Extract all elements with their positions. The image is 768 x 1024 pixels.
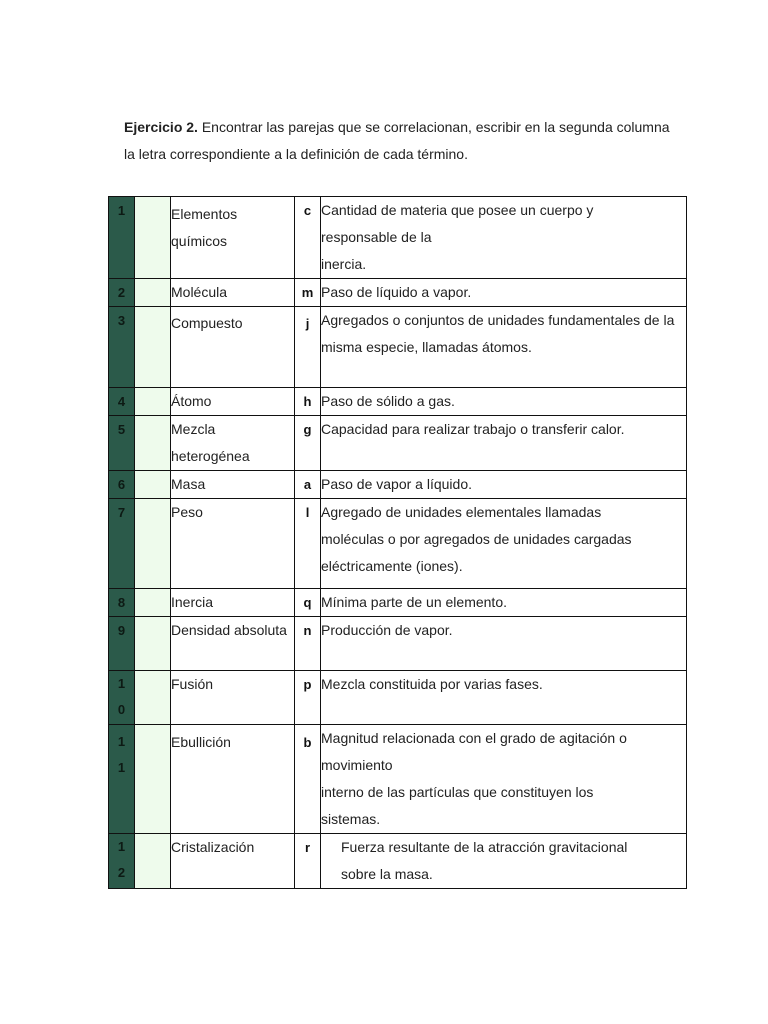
row-number: 1 bbox=[117, 203, 126, 218]
row-number-cell bbox=[109, 388, 135, 416]
definition-line: Paso de líquido a vapor. bbox=[321, 284, 472, 300]
definition-cell bbox=[321, 279, 687, 307]
letter-text: p bbox=[303, 677, 312, 692]
table-row bbox=[109, 725, 687, 834]
letter-cell bbox=[295, 388, 321, 416]
table-row bbox=[109, 388, 687, 416]
table-row bbox=[109, 617, 687, 671]
term-text: Peso bbox=[171, 504, 203, 520]
term-text: Fusión bbox=[171, 676, 214, 692]
term-text: Masa bbox=[171, 476, 206, 492]
term-text: Densidad absoluta bbox=[171, 622, 287, 638]
letter-text: j bbox=[305, 316, 310, 331]
row-number-cell bbox=[109, 834, 135, 889]
letter-text: n bbox=[303, 623, 312, 638]
definition-line: Magnitud relacionada con el grado de agitación o bbox=[321, 730, 627, 746]
definition-cell bbox=[321, 834, 687, 889]
term-text: Mezcla heterogénea bbox=[171, 421, 250, 464]
row-number-cell bbox=[109, 471, 135, 499]
term-text: Compuesto bbox=[171, 315, 243, 331]
definition-line: misma especie, llamadas átomos. bbox=[321, 339, 532, 355]
row-number-cell bbox=[109, 499, 135, 589]
definition-cell bbox=[321, 725, 687, 834]
definition-line: Capacidad para realizar trabajo o transferir calor. bbox=[321, 421, 625, 437]
term-cell bbox=[171, 617, 295, 671]
letter-text: b bbox=[303, 735, 312, 750]
table-row bbox=[109, 589, 687, 617]
term-text: Inercia bbox=[171, 594, 214, 610]
definition-line: responsable de la bbox=[321, 229, 432, 245]
letter-text: q bbox=[303, 595, 312, 610]
table-row bbox=[109, 471, 687, 499]
table-row bbox=[109, 834, 687, 889]
table-row bbox=[109, 279, 687, 307]
table-row bbox=[109, 307, 687, 388]
row-number-cell bbox=[109, 725, 135, 834]
term-text: Ebullición bbox=[171, 734, 231, 750]
term-text: Átomo bbox=[171, 393, 212, 409]
exercise-title: Ejercicio 2. bbox=[124, 119, 198, 135]
letter-cell bbox=[295, 617, 321, 671]
letter-cell bbox=[295, 589, 321, 617]
term-cell bbox=[171, 725, 295, 834]
term-cell bbox=[171, 834, 295, 889]
row-number-cell bbox=[109, 617, 135, 671]
row-number-cell bbox=[109, 671, 135, 725]
term-cell bbox=[171, 589, 295, 617]
term-cell bbox=[171, 388, 295, 416]
letter-text: g bbox=[303, 422, 312, 437]
answer-cell[interactable] bbox=[135, 279, 171, 307]
definition-line: sobre la masa. bbox=[341, 866, 433, 882]
row-number: 9 bbox=[117, 623, 126, 638]
row-number-cell bbox=[109, 416, 135, 471]
row-number: 8 bbox=[117, 595, 126, 610]
answer-cell[interactable] bbox=[135, 589, 171, 617]
letter-cell bbox=[295, 471, 321, 499]
term-cell bbox=[171, 279, 295, 307]
definition-cell bbox=[321, 388, 687, 416]
definition-line: interno de las partículas que constituyen los bbox=[321, 784, 594, 800]
row-number: 4 bbox=[117, 394, 126, 409]
answer-cell[interactable] bbox=[135, 834, 171, 889]
row-number: 7 bbox=[117, 505, 126, 520]
definition-line: moléculas o por agregados de unidades cargadas bbox=[321, 531, 632, 547]
letter-cell bbox=[295, 671, 321, 725]
term-cell bbox=[171, 499, 295, 589]
term-cell bbox=[171, 197, 295, 279]
definition-cell bbox=[321, 471, 687, 499]
answer-cell[interactable] bbox=[135, 725, 171, 834]
term-text: Elementos químicos bbox=[171, 206, 238, 249]
letter-cell bbox=[295, 725, 321, 834]
letter-text: c bbox=[303, 203, 312, 218]
row-number: 5 bbox=[117, 422, 126, 437]
definition-line: inercia. bbox=[321, 256, 367, 272]
answer-cell[interactable] bbox=[135, 499, 171, 589]
letter-cell bbox=[295, 499, 321, 589]
answer-cell[interactable] bbox=[135, 671, 171, 725]
definition-line: Agregados o conjuntos de unidades fundamentales de la bbox=[321, 312, 675, 328]
table-row bbox=[109, 197, 687, 279]
definition-cell bbox=[321, 197, 687, 279]
letter-text: m bbox=[301, 285, 314, 300]
term-text: Molécula bbox=[171, 284, 228, 300]
definition-cell bbox=[321, 589, 687, 617]
letter-cell bbox=[295, 834, 321, 889]
term-text: Cristalización bbox=[171, 839, 255, 855]
answer-cell[interactable] bbox=[135, 471, 171, 499]
definition-cell bbox=[321, 499, 687, 589]
answer-cell[interactable] bbox=[135, 617, 171, 671]
definition-line: Paso de sólido a gas. bbox=[321, 393, 455, 409]
term-cell bbox=[171, 416, 295, 471]
definition-cell bbox=[321, 416, 687, 471]
definition-line: Agregado de unidades elementales llamadas bbox=[321, 504, 602, 520]
letter-text: l bbox=[305, 505, 310, 520]
definition-line: Cantidad de materia que posee un cuerpo y bbox=[321, 202, 594, 218]
row-number: 2 bbox=[117, 285, 126, 300]
row-number-cell bbox=[109, 279, 135, 307]
letter-text: r bbox=[304, 840, 311, 855]
definition-cell bbox=[321, 307, 687, 388]
term-cell bbox=[171, 307, 295, 388]
exercise-text: Encontrar las parejas que se correlacionan, escribir en la segunda columna la letra correspondiente a la definición de cada término. bbox=[124, 119, 670, 162]
row-number: 3 bbox=[117, 313, 126, 328]
definition-line: eléctricamente (iones). bbox=[321, 558, 463, 574]
definition-cell bbox=[321, 671, 687, 725]
letter-cell bbox=[295, 416, 321, 471]
letter-cell bbox=[295, 279, 321, 307]
term-cell bbox=[171, 671, 295, 725]
definition-line: Fuerza resultante de la atracción gravitacional bbox=[341, 839, 628, 855]
letter-cell bbox=[295, 197, 321, 279]
row-number-cell bbox=[109, 589, 135, 617]
definition-cell bbox=[321, 617, 687, 671]
definition-line: Mínima parte de un elemento. bbox=[321, 594, 507, 610]
answer-cell[interactable] bbox=[135, 307, 171, 388]
table-row bbox=[109, 499, 687, 589]
table-row bbox=[109, 671, 687, 725]
exercise-instructions bbox=[124, 114, 684, 168]
term-cell bbox=[171, 471, 295, 499]
row-number: 12 bbox=[117, 839, 126, 880]
row-number: 10 bbox=[117, 676, 126, 717]
answer-cell[interactable] bbox=[135, 197, 171, 279]
row-number: 11 bbox=[117, 734, 126, 775]
letter-cell bbox=[295, 307, 321, 388]
table-row bbox=[109, 416, 687, 471]
answer-cell[interactable] bbox=[135, 416, 171, 471]
definition-line: sistemas. bbox=[321, 811, 381, 827]
definition-line: Mezcla constituida por varias fases. bbox=[321, 676, 543, 692]
answer-cell[interactable] bbox=[135, 388, 171, 416]
letter-text: a bbox=[303, 477, 312, 492]
row-number-cell bbox=[109, 197, 135, 279]
row-number: 6 bbox=[117, 477, 126, 492]
row-number-cell bbox=[109, 307, 135, 388]
matching-table bbox=[108, 196, 687, 889]
definition-line: movimiento bbox=[321, 757, 393, 773]
letter-text: h bbox=[303, 394, 312, 409]
definition-line: Producción de vapor. bbox=[321, 622, 453, 638]
definition-line: Paso de vapor a líquido. bbox=[321, 476, 472, 492]
